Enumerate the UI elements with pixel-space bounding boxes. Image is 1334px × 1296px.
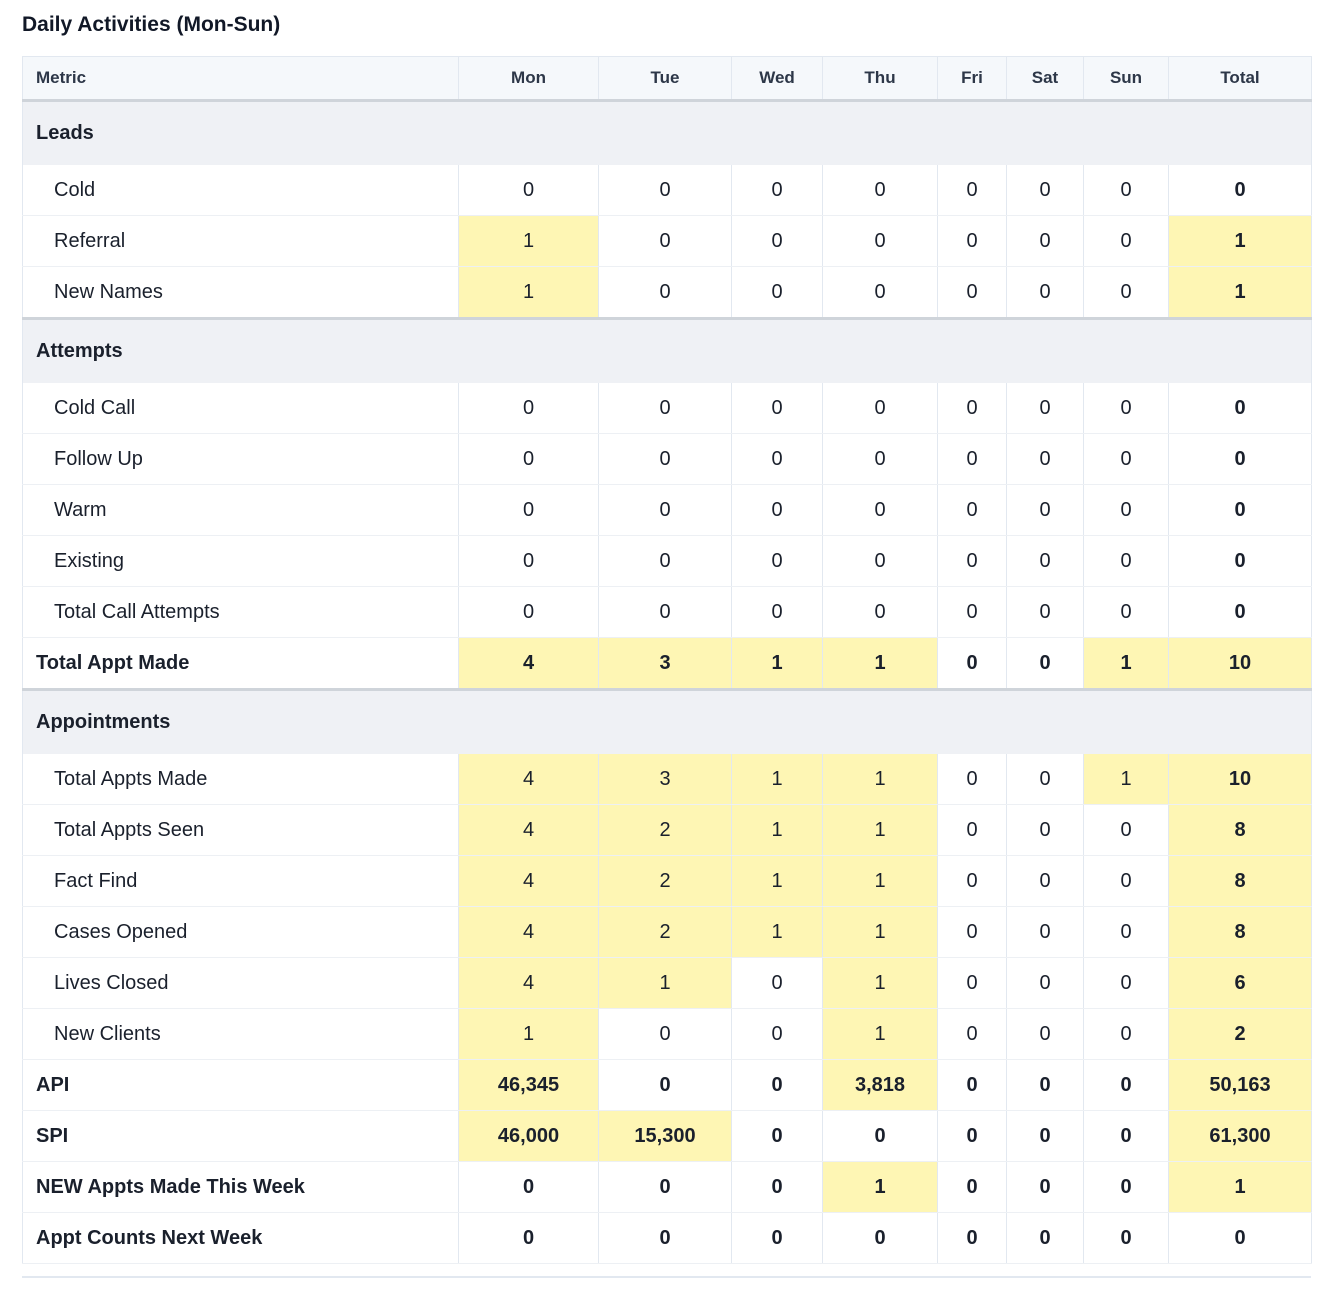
day-cell-thu: 0 — [823, 1111, 938, 1162]
day-cell-sat: 0 — [1007, 434, 1084, 485]
day-cell-wed: 0 — [732, 267, 823, 319]
day-cell-thu: 0 — [823, 485, 938, 536]
metric-label: Total Appts Seen — [23, 805, 459, 856]
day-cell-sat: 0 — [1007, 805, 1084, 856]
total-cell: 8 — [1169, 856, 1312, 907]
day-cell-thu: 1 — [823, 638, 938, 690]
metric-label: Total Call Attempts — [23, 587, 459, 638]
day-cell-tue: 3 — [599, 754, 732, 805]
day-cell-sun: 1 — [1084, 638, 1169, 690]
day-cell-thu: 1 — [823, 1009, 938, 1060]
metric-label: Existing — [23, 536, 459, 587]
day-cell-tue: 0 — [599, 1162, 732, 1213]
column-header-thu: Thu — [823, 57, 938, 101]
table-row — [23, 383, 1312, 434]
day-cell-sat: 0 — [1007, 638, 1084, 690]
column-header-metric: Metric — [23, 57, 459, 101]
day-cell-sun: 0 — [1084, 1060, 1169, 1111]
day-cell-sat: 0 — [1007, 958, 1084, 1009]
day-cell-fri: 0 — [938, 1009, 1007, 1060]
day-cell-tue: 0 — [599, 1060, 732, 1111]
total-cell: 10 — [1169, 754, 1312, 805]
metric-label: Total Appt Made — [23, 638, 459, 690]
day-cell-sat: 0 — [1007, 536, 1084, 587]
column-header-wed: Wed — [732, 57, 823, 101]
table-row — [23, 536, 1312, 587]
day-cell-mon: 4 — [459, 754, 599, 805]
divider — [22, 1276, 1311, 1278]
day-cell-sat: 0 — [1007, 485, 1084, 536]
table-row — [23, 754, 1312, 805]
day-cell-fri: 0 — [938, 1060, 1007, 1111]
day-cell-thu: 0 — [823, 383, 938, 434]
day-cell-sun: 0 — [1084, 1213, 1169, 1264]
day-cell-fri: 0 — [938, 1162, 1007, 1213]
table-row — [23, 1009, 1312, 1060]
day-cell-mon: 1 — [459, 267, 599, 319]
day-cell-sat: 0 — [1007, 1162, 1084, 1213]
day-cell-wed: 1 — [732, 638, 823, 690]
total-cell: 0 — [1169, 587, 1312, 638]
day-cell-fri: 0 — [938, 958, 1007, 1009]
day-cell-mon: 4 — [459, 958, 599, 1009]
total-cell: 0 — [1169, 165, 1312, 216]
day-cell-tue: 0 — [599, 216, 732, 267]
metric-label: Cases Opened — [23, 907, 459, 958]
day-cell-sun: 0 — [1084, 587, 1169, 638]
day-cell-fri: 0 — [938, 754, 1007, 805]
day-cell-wed: 1 — [732, 907, 823, 958]
total-cell: 0 — [1169, 536, 1312, 587]
day-cell-sat: 0 — [1007, 1060, 1084, 1111]
day-cell-sun: 0 — [1084, 856, 1169, 907]
metric-label: Follow Up — [23, 434, 459, 485]
day-cell-sat: 0 — [1007, 216, 1084, 267]
day-cell-fri: 0 — [938, 267, 1007, 319]
day-cell-mon: 4 — [459, 805, 599, 856]
day-cell-wed: 0 — [732, 1009, 823, 1060]
table-header — [23, 57, 1312, 101]
day-cell-tue: 0 — [599, 165, 732, 216]
day-cell-sat: 0 — [1007, 1213, 1084, 1264]
day-cell-thu: 0 — [823, 434, 938, 485]
total-cell: 10 — [1169, 638, 1312, 690]
day-cell-mon: 1 — [459, 1009, 599, 1060]
total-cell: 8 — [1169, 907, 1312, 958]
metric-label: Appt Counts Next Week — [23, 1213, 459, 1264]
day-cell-mon: 4 — [459, 638, 599, 690]
table-row — [23, 267, 1312, 319]
day-cell-thu: 0 — [823, 267, 938, 319]
day-cell-sat: 0 — [1007, 383, 1084, 434]
column-header-total: Total — [1169, 57, 1312, 101]
day-cell-fri: 0 — [938, 907, 1007, 958]
metric-label: New Clients — [23, 1009, 459, 1060]
day-cell-sun: 0 — [1084, 907, 1169, 958]
day-cell-sun: 0 — [1084, 216, 1169, 267]
day-cell-sat: 0 — [1007, 1111, 1084, 1162]
day-cell-thu: 1 — [823, 907, 938, 958]
day-cell-mon: 0 — [459, 587, 599, 638]
day-cell-tue: 3 — [599, 638, 732, 690]
total-cell: 0 — [1169, 1213, 1312, 1264]
day-cell-wed: 0 — [732, 1111, 823, 1162]
day-cell-thu: 1 — [823, 805, 938, 856]
day-cell-sun: 0 — [1084, 434, 1169, 485]
day-cell-fri: 0 — [938, 383, 1007, 434]
day-cell-sun: 0 — [1084, 805, 1169, 856]
day-cell-tue: 0 — [599, 1009, 732, 1060]
metric-label: SPI — [23, 1111, 459, 1162]
day-cell-sat: 0 — [1007, 267, 1084, 319]
day-cell-mon: 0 — [459, 165, 599, 216]
day-cell-tue: 0 — [599, 587, 732, 638]
day-cell-wed: 0 — [732, 536, 823, 587]
table-row — [23, 165, 1312, 216]
section-header-row — [23, 101, 1312, 166]
day-cell-wed: 1 — [732, 856, 823, 907]
section-label: Leads — [23, 101, 1312, 166]
total-cell: 0 — [1169, 434, 1312, 485]
table-row — [23, 907, 1312, 958]
day-cell-fri: 0 — [938, 165, 1007, 216]
metric-label: NEW Appts Made This Week — [23, 1162, 459, 1213]
day-cell-thu: 0 — [823, 165, 938, 216]
page-title: Daily Activities (Mon-Sun) — [22, 13, 281, 36]
metric-label: Fact Find — [23, 856, 459, 907]
day-cell-mon: 0 — [459, 485, 599, 536]
day-cell-fri: 0 — [938, 587, 1007, 638]
column-header-sun: Sun — [1084, 57, 1169, 101]
total-cell: 1 — [1169, 216, 1312, 267]
day-cell-wed: 0 — [732, 958, 823, 1009]
total-cell: 0 — [1169, 485, 1312, 536]
total-cell: 2 — [1169, 1009, 1312, 1060]
day-cell-fri: 0 — [938, 485, 1007, 536]
table-row — [23, 216, 1312, 267]
day-cell-sun: 0 — [1084, 383, 1169, 434]
total-cell: 8 — [1169, 805, 1312, 856]
total-cell: 1 — [1169, 1162, 1312, 1213]
day-cell-tue: 0 — [599, 267, 732, 319]
day-cell-wed: 1 — [732, 805, 823, 856]
day-cell-mon: 0 — [459, 1213, 599, 1264]
day-cell-tue: 2 — [599, 907, 732, 958]
day-cell-fri: 0 — [938, 856, 1007, 907]
day-cell-fri: 0 — [938, 638, 1007, 690]
day-cell-tue: 2 — [599, 805, 732, 856]
day-cell-sun: 1 — [1084, 754, 1169, 805]
day-cell-thu: 1 — [823, 1162, 938, 1213]
day-cell-fri: 0 — [938, 216, 1007, 267]
day-cell-mon: 0 — [459, 1162, 599, 1213]
day-cell-sun: 0 — [1084, 267, 1169, 319]
day-cell-thu: 0 — [823, 536, 938, 587]
metric-label: Cold Call — [23, 383, 459, 434]
table-row — [23, 485, 1312, 536]
metric-label: Referral — [23, 216, 459, 267]
day-cell-wed: 0 — [732, 383, 823, 434]
day-cell-fri: 0 — [938, 434, 1007, 485]
metric-label: New Names — [23, 267, 459, 319]
day-cell-fri: 0 — [938, 1213, 1007, 1264]
day-cell-tue: 0 — [599, 536, 732, 587]
table-row — [23, 1162, 1312, 1213]
table-row — [23, 856, 1312, 907]
section-header-row — [23, 319, 1312, 384]
metric-label: API — [23, 1060, 459, 1111]
day-cell-thu: 0 — [823, 587, 938, 638]
table-row — [23, 1213, 1312, 1264]
day-cell-mon: 0 — [459, 434, 599, 485]
day-cell-sat: 0 — [1007, 587, 1084, 638]
day-cell-wed: 0 — [732, 1162, 823, 1213]
total-cell: 1 — [1169, 267, 1312, 319]
day-cell-fri: 0 — [938, 805, 1007, 856]
day-cell-wed: 0 — [732, 165, 823, 216]
daily-activities-table — [22, 56, 1312, 1264]
day-cell-thu: 0 — [823, 216, 938, 267]
total-cell: 50,163 — [1169, 1060, 1312, 1111]
day-cell-tue: 1 — [599, 958, 732, 1009]
day-cell-mon: 46,345 — [459, 1060, 599, 1111]
column-header-mon: Mon — [459, 57, 599, 101]
day-cell-sat: 0 — [1007, 1009, 1084, 1060]
day-cell-sun: 0 — [1084, 1009, 1169, 1060]
day-cell-tue: 0 — [599, 1213, 732, 1264]
table-row — [23, 1060, 1312, 1111]
day-cell-wed: 1 — [732, 754, 823, 805]
column-header-tue: Tue — [599, 57, 732, 101]
day-cell-mon: 0 — [459, 536, 599, 587]
table-row — [23, 1111, 1312, 1162]
column-header-fri: Fri — [938, 57, 1007, 101]
table-row — [23, 587, 1312, 638]
day-cell-sun: 0 — [1084, 1162, 1169, 1213]
day-cell-sun: 0 — [1084, 1111, 1169, 1162]
day-cell-sat: 0 — [1007, 165, 1084, 216]
day-cell-thu: 0 — [823, 1213, 938, 1264]
metric-label: Warm — [23, 485, 459, 536]
day-cell-thu: 3,818 — [823, 1060, 938, 1111]
table-row — [23, 805, 1312, 856]
column-header-sat: Sat — [1007, 57, 1084, 101]
day-cell-tue: 0 — [599, 383, 732, 434]
day-cell-mon: 4 — [459, 907, 599, 958]
day-cell-sat: 0 — [1007, 907, 1084, 958]
day-cell-wed: 0 — [732, 1213, 823, 1264]
day-cell-tue: 15,300 — [599, 1111, 732, 1162]
day-cell-sun: 0 — [1084, 536, 1169, 587]
day-cell-sun: 0 — [1084, 485, 1169, 536]
day-cell-tue: 2 — [599, 856, 732, 907]
section-header-row — [23, 690, 1312, 755]
section-label: Appointments — [23, 690, 1312, 755]
day-cell-wed: 0 — [732, 216, 823, 267]
day-cell-tue: 0 — [599, 485, 732, 536]
section-label: Attempts — [23, 319, 1312, 384]
metric-label: Lives Closed — [23, 958, 459, 1009]
total-cell: 0 — [1169, 383, 1312, 434]
day-cell-wed: 0 — [732, 587, 823, 638]
day-cell-fri: 0 — [938, 1111, 1007, 1162]
metric-label: Total Appts Made — [23, 754, 459, 805]
metric-label: Cold — [23, 165, 459, 216]
day-cell-thu: 1 — [823, 958, 938, 1009]
day-cell-wed: 0 — [732, 485, 823, 536]
day-cell-sun: 0 — [1084, 165, 1169, 216]
day-cell-thu: 1 — [823, 856, 938, 907]
total-cell: 61,300 — [1169, 1111, 1312, 1162]
day-cell-mon: 46,000 — [459, 1111, 599, 1162]
table-row — [23, 638, 1312, 690]
day-cell-sun: 0 — [1084, 958, 1169, 1009]
day-cell-sat: 0 — [1007, 754, 1084, 805]
day-cell-sat: 0 — [1007, 856, 1084, 907]
day-cell-mon: 0 — [459, 383, 599, 434]
day-cell-mon: 4 — [459, 856, 599, 907]
day-cell-thu: 1 — [823, 754, 938, 805]
table-row — [23, 958, 1312, 1009]
total-cell: 6 — [1169, 958, 1312, 1009]
day-cell-fri: 0 — [938, 536, 1007, 587]
day-cell-wed: 0 — [732, 434, 823, 485]
day-cell-wed: 0 — [732, 1060, 823, 1111]
table-row — [23, 434, 1312, 485]
day-cell-tue: 0 — [599, 434, 732, 485]
day-cell-mon: 1 — [459, 216, 599, 267]
